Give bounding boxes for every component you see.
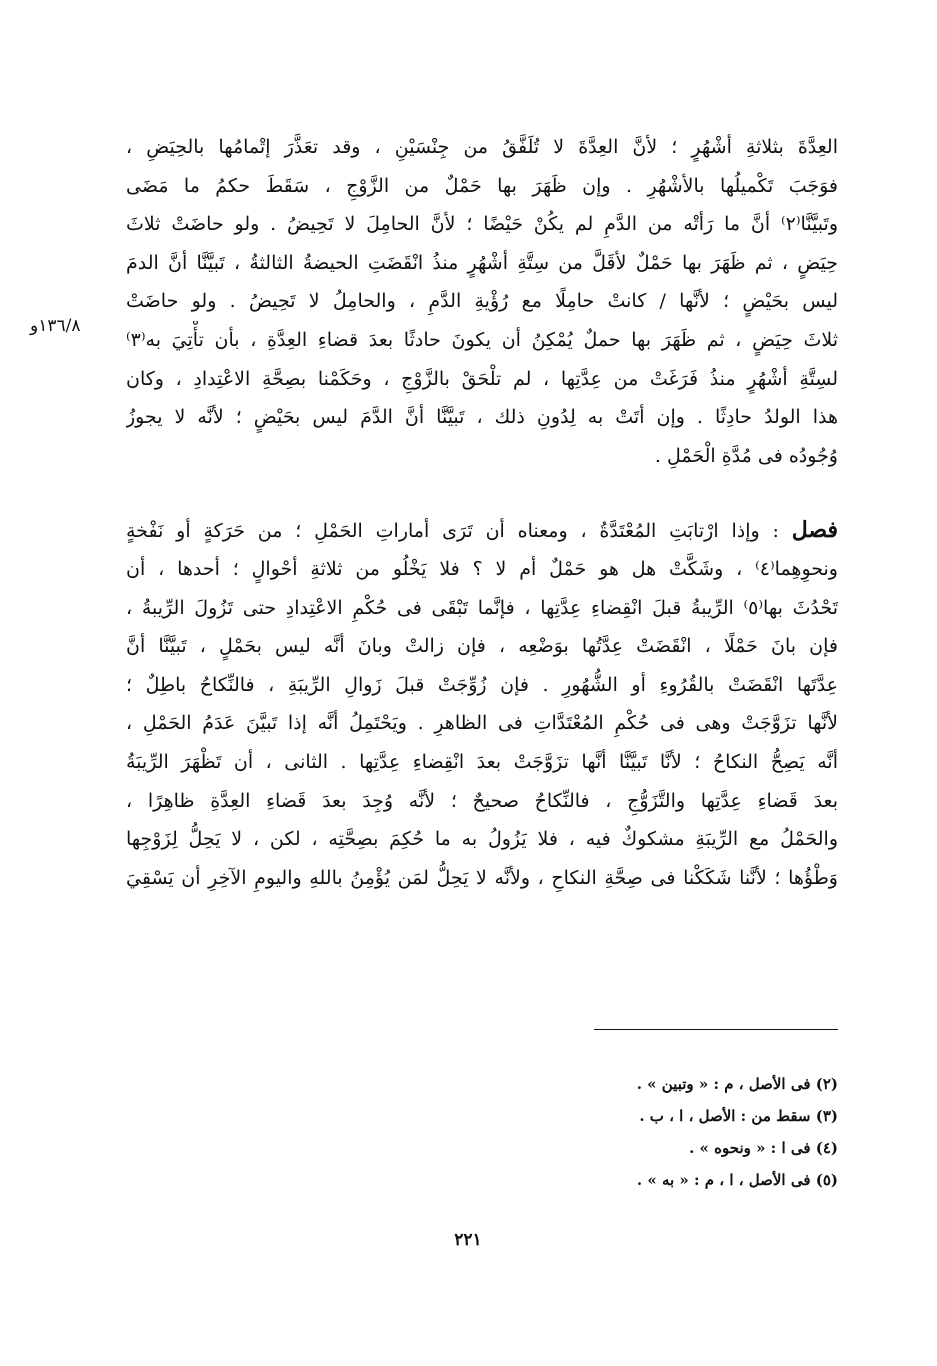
text-line: لسِتَّةِ أشْهُرٍ منذُ فَرَغَتْ من عِدَّتِها ، لم تلْحَقْ بالزَّوْجِ ، وحَكَمْنا بصِحَّةِ الاعْتِدادِ ، وكان — [126, 367, 838, 390]
text-line: بعدَ قَضاءِ عِدَّتِها والتَّزَوُّجِ ، فالنِّكاحُ صحيحٌ ؛ لأنَّه وُجِدَ بعدَ قَضاءِ العِدَّةِ ظاهِرًا ، — [126, 789, 838, 812]
footnote: (٤) فى ا : « ونحوه » . — [689, 1139, 838, 1157]
text-line: ليس بحَيْضٍ ؛ لأنَّها / كانتْ حامِلًا مع رُؤْيةِ الدَّمِ ، والحامِلُ لا تَحِيضُ . ولو حاضَتْ — [126, 290, 838, 313]
text-line: ونحوِهِما⁽٤⁾ ، وشَكَّتْ هل هو حَمْلٌ أم لا ؟ فلا يَخْلُو من ثلاثةِ أحْوالٍ ؛ أحدها ، أن — [126, 557, 838, 580]
text-line: تَحْدُثَ بها⁽٥⁾ الرِّيبةُ قبلَ انْقِضاءِ عِدَّتِها ، فإنَّما تَبْقَى فى حُكْمِ الاعْتِدادِ حتى تَزُولَ الرِّيبةُ ، — [126, 596, 838, 619]
text-line: العِدَّةَ بثلاثةِ أشْهُرٍ ؛ لأنَّ العِدَّةَ لا تُلَفَّقُ من جِنْسَيْنِ ، وقد تعَذَّرَ إتْمامُها بالحِيَضِ ، — [126, 136, 838, 158]
footnote: (٢) فى الأصل ، م : « وتبين » . — [636, 1075, 838, 1093]
text-line: والحَمْلُ مع الرِّيبَةِ مشكوكٌ فيه ، فلا يَزُولُ به ما حُكِمَ بصِحَّتِه ، لكن ، لا يَحِلُّ لِزَوْجِها — [126, 828, 838, 851]
text-line: ثلاثَ حِيَضٍ ، ثم ظَهَرَ بها حملٌ يُمْكِنُ أن يكونَ حادثًا بعدَ قضاءِ العِدَّةِ ، بأن تأْتِيَ به⁽٣⁾ — [126, 328, 838, 351]
footnote: (٥) فى الأصل ، ا ، م : « به » . — [636, 1171, 838, 1189]
margin-folio-note: ١٣٦/٨و — [30, 316, 81, 336]
section-heading: فصل — [791, 517, 838, 544]
text-line: حِيَضٍ ، ثم ظَهَرَ بها حَمْلٌ لأقَلَّ من سِتَّةِ أشْهُرٍ منذُ انْقَضَتِ الحيضةُ الثالثةُ ، تَبيَّنَّا أنَّ الدمَ — [126, 251, 838, 274]
text-line: أنَّه يَصِحُّ النكاحُ ؛ لأنَّا تَبيَّنَّا أنَّها تزَوَّجَتْ بعدَ انْقِضاءِ عِدَّتِها . الثانى ، أن تَظْهَرَ الرِّيبَةُ — [126, 750, 838, 773]
text-line: هذا الولدُ حادِثًا . وإن أتَتْ به لِدُونِ ذلك ، تَبيَّنَّا أنَّ الدَّمَ ليس بحَيْضٍ ؛ لأنَّه لا يجوزُ — [126, 406, 838, 429]
paragraph-1 — [126, 128, 838, 475]
paragraph-2 — [126, 511, 838, 897]
text-line: عِدَّتَها انْقَضَتْ بالقُرُوءِ أو الشُّهُورِ . فإن زُوِّجَتْ قبلَ زَوالِ الرِّيبَةِ ، فالنِّكاحُ باطِلٌ ؛ — [126, 673, 838, 696]
page-number: ٢٢١ — [454, 1230, 482, 1250]
main-text — [126, 128, 838, 897]
text-line: وَطْؤُها ؛ لأنَّنا شَكَكْنا فى صِحَّةِ النكاحِ ، ولأنَّه لا يَحِلُّ لمَن يُؤْمِنُ باللهِ واليومِ الآخِرِ أن يَسْقِيَ — [126, 866, 838, 889]
footnotes — [400, 1068, 838, 1196]
text-line: فوَجَبَ تَكْميلُها بالأشْهُرِ . وإن ظَهَرَ بها حَمْلٌ من الزَّوْجِ ، سَقَطَ حكمُ ما مَضَى — [126, 174, 838, 197]
footnote-separator — [594, 1029, 838, 1030]
text-line: وُجُودُه فى مُدَّةِ الْحَمْلِ . — [654, 444, 838, 467]
text-line: وتَبيَّنَّا⁽٢⁾ أنَّ ما رَأتْه من الدَّمِ لم يكُنْ حَيْضًا ؛ لأنَّ الحامِلَ لا تَحِيضُ . ولو حاضَتْ ثلاثَ — [126, 213, 838, 236]
text-line-with-heading — [126, 511, 838, 550]
footnote: (٣) سقط من : الأصل ، ا ، ب . — [639, 1107, 838, 1125]
text-line: فإن بانَ حَمْلًا ، انْقَضَتْ عِدَّتُها بوَضْعِه ، فإن زالتْ وبانَ أنَّه ليس بحَمْلٍ ، تَبيَّنَّا أنَّ — [126, 635, 838, 658]
text-line-rest: : وإذا ارْتابَتِ المُعْتَدَّةُ ، ومعناه أن تَرَى أماراتِ الحَمْلِ ؛ من حَرَكةٍ أو نَفْخةٍ — [126, 520, 779, 543]
text-line: لأنَّها تزَوَّجَتْ وهى فى حُكْمِ المُعْتَدَّاتِ فى الظاهرِ . ويَحْتَمِلُ أنَّه إذا تَبيَّنَ عَدَمُ الحَمْلِ ، — [126, 712, 838, 735]
